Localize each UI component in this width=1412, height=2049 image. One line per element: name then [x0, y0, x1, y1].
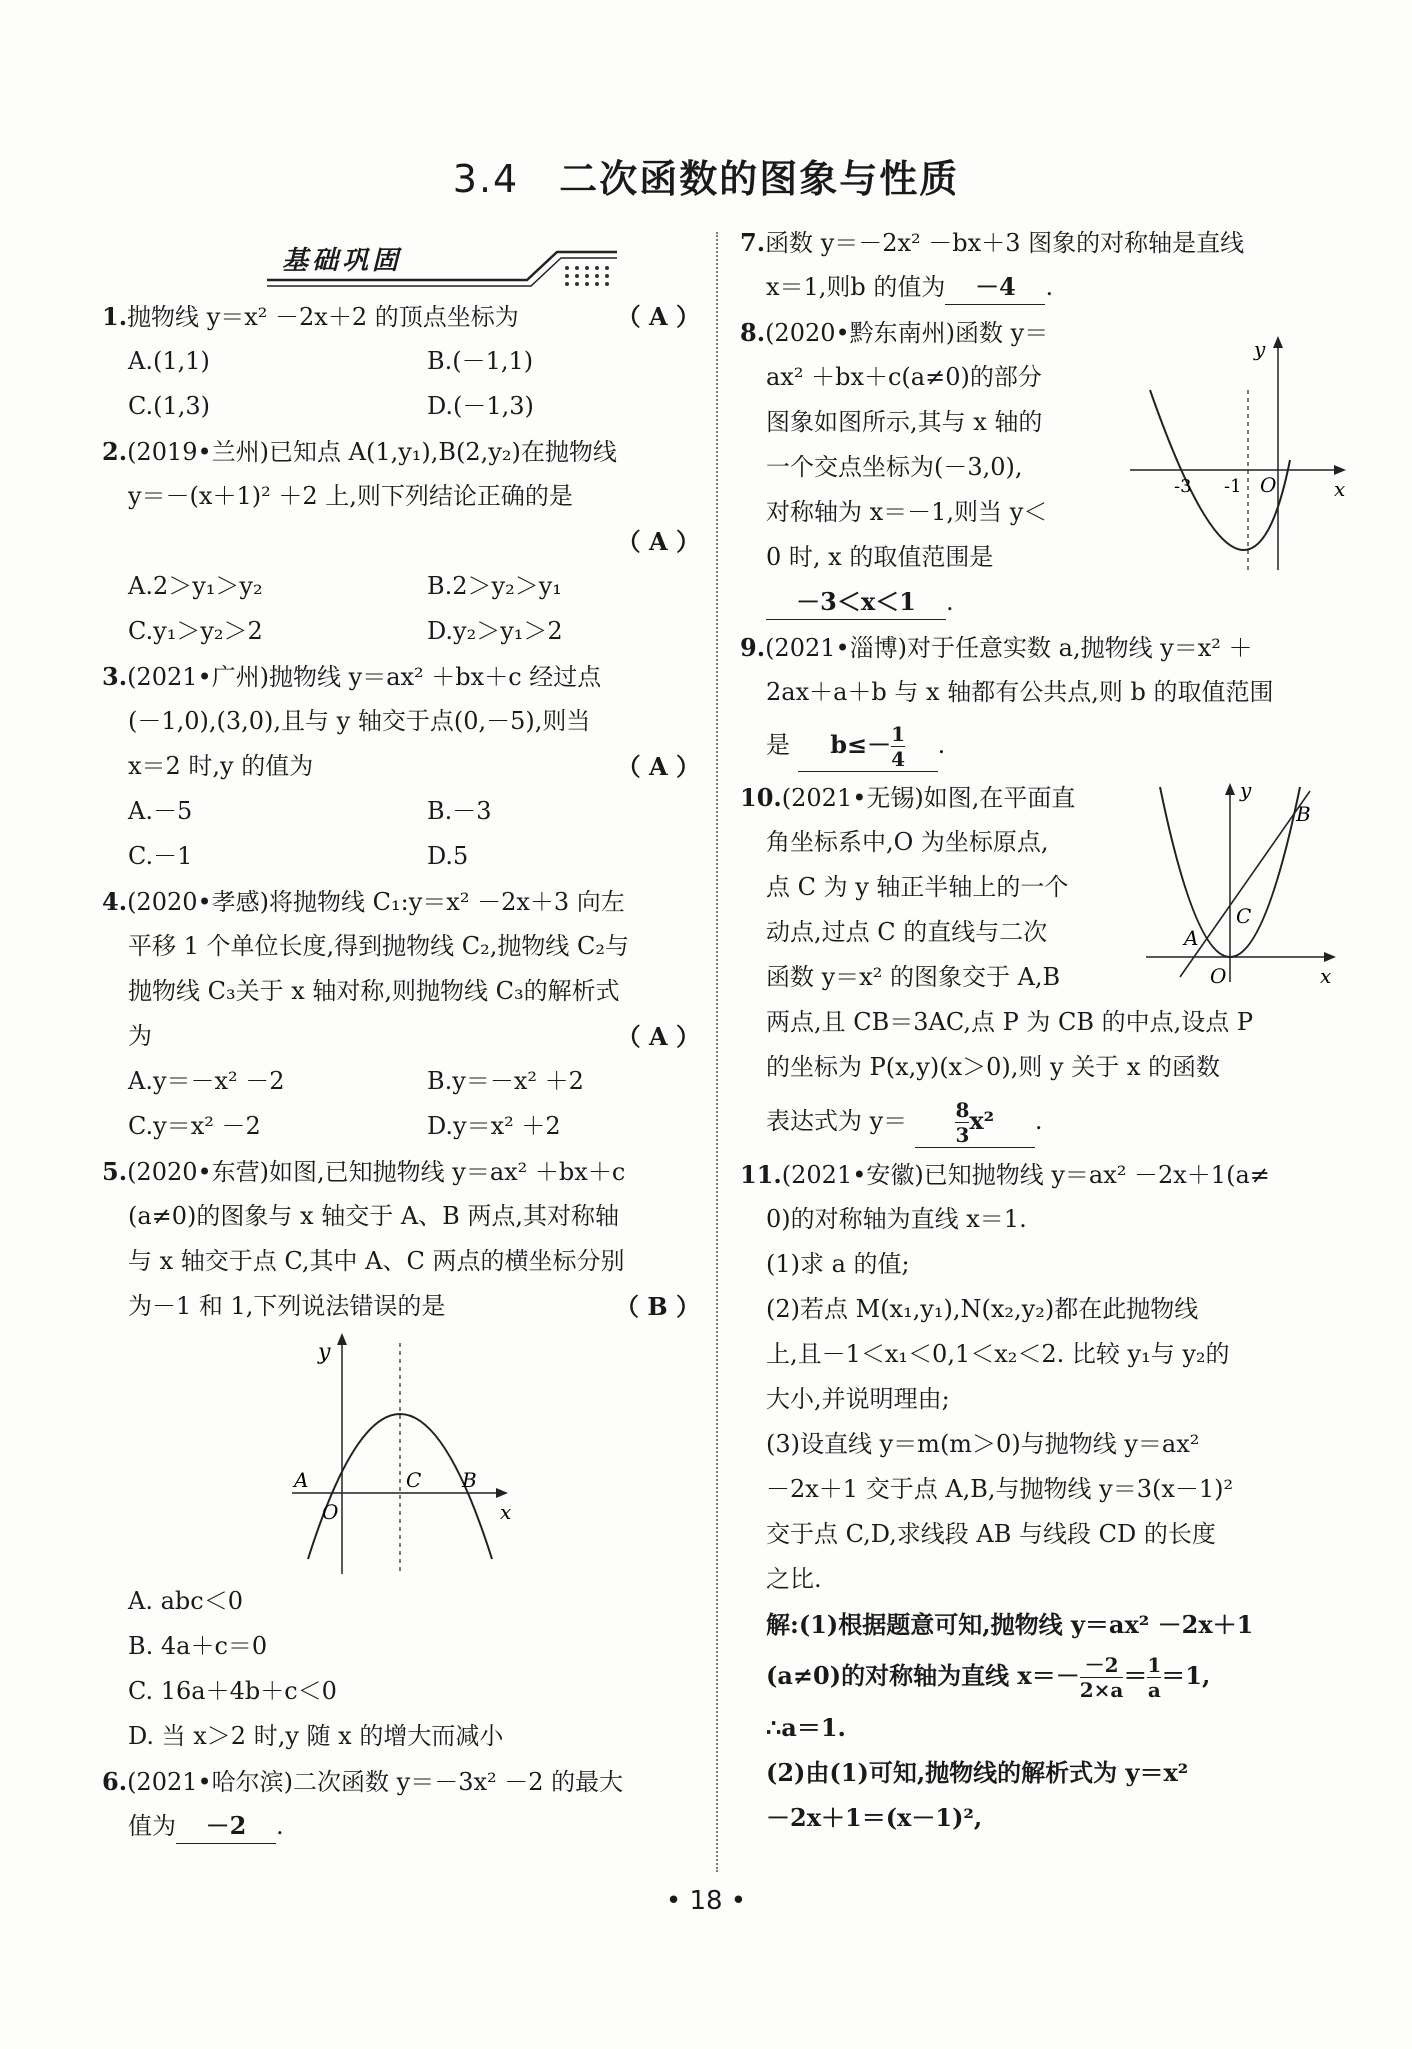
q11-solution-line2c: ＝1,	[1161, 1661, 1211, 1690]
q9-line2: 2ax＋a＋b 与 x 轴都有公共点,则 b 的取值范围	[766, 678, 1274, 706]
q10-line4: 动点,过点 C 的直线与二次	[766, 918, 1048, 946]
question-10	[740, 775, 1340, 1152]
q10-label-o: O	[1210, 964, 1227, 988]
q4-line4: 为	[128, 1022, 152, 1050]
q9-frac-num: 1	[891, 722, 906, 746]
q8-x-arrow	[1334, 465, 1346, 475]
q9-number: 9.	[740, 633, 766, 662]
q5-number: 5.	[102, 1157, 128, 1186]
q11-part3-line2: －2x＋1 交于点 A,B,与抛物线 y＝3(x－1)²	[766, 1475, 1234, 1503]
q8-label-o: O	[1260, 473, 1277, 497]
q10-y-arrow	[1225, 783, 1235, 795]
q1-number: 1.	[102, 302, 128, 331]
q2-option-c: C.y₁＞y₂＞2	[128, 617, 263, 645]
column-divider	[716, 232, 718, 1872]
q11-solution-line3: ∴a＝1.	[766, 1713, 846, 1742]
q10-line2: 角坐标系中,O 为坐标原点,	[766, 828, 1049, 856]
q9-pre: 是	[766, 731, 790, 759]
q11-part2-line2: 上,且－1＜x₁＜0,1＜x₂＜2. 比较 y₁与 y₂的	[766, 1340, 1230, 1368]
q3-line3: x＝2 时,y 的值为	[128, 752, 314, 780]
q8-line6: 0 时, x 的取值范围是	[766, 543, 994, 571]
q2-answer: （ A ）	[616, 527, 700, 556]
q10-label-c: C	[1236, 904, 1252, 928]
q4-line2: 平移 1 个单位长度,得到抛物线 C₂,抛物线 C₂与	[128, 932, 630, 960]
q8-line2: ax² ＋bx＋c(a≠0)的部分	[766, 363, 1042, 391]
question-7	[740, 220, 1340, 310]
q3-option-c: C.－1	[128, 842, 193, 870]
q5-figure-area	[102, 1329, 700, 1579]
q11-part1: (1)求 a 的值;	[766, 1250, 910, 1278]
q10-label-b: B	[1296, 802, 1311, 826]
question-5	[102, 1149, 700, 1759]
q6-pre: 值为	[128, 1812, 176, 1840]
q5-option-b: B. 4a＋c＝0	[128, 1632, 268, 1660]
q2-option-b: B.2＞y₂＞y₁	[427, 572, 562, 600]
q3-line2: (－1,0),(3,0),且与 y 轴交于点(0,－5),则当	[128, 707, 591, 735]
q11-solution-line5: －2x＋1＝(x－1)²,	[766, 1803, 983, 1832]
q4-line3: 抛物线 C₃关于 x 轴对称,则抛物线 C₃的解析式	[128, 977, 620, 1005]
q11-frac2-num: 1	[1147, 1653, 1162, 1677]
q3-option-b: B.－3	[427, 797, 492, 825]
q4-number: 4.	[102, 887, 128, 916]
q2-option-a: A.2＞y₁＞y₂	[128, 572, 263, 600]
q5-line2: (a≠0)的图象与 x 轴交于 A、B 两点,其对称轴	[128, 1202, 620, 1230]
right-column	[740, 220, 1346, 1840]
left-column	[102, 236, 700, 1849]
q4-answer: （ A ）	[616, 1022, 700, 1051]
q3-option-d: D.5	[427, 842, 469, 870]
q2-line2: y＝－(x＋1)² ＋2 上,则下列结论正确的是	[128, 482, 573, 510]
q4-option-b: B.y＝－x² ＋2	[427, 1067, 584, 1095]
q4-option-d: D.y＝x² ＋2	[427, 1112, 561, 1140]
question-11	[740, 1152, 1340, 1840]
q10-line6: 两点,且 CB＝3AC,点 P 为 CB 的中点,设点 P	[766, 1008, 1254, 1036]
q11-solution-eq: ＝	[1123, 1661, 1148, 1690]
q10-post: .	[1034, 1107, 1043, 1135]
q5-line3: 与 x 轴交于点 C,其中 A、C 两点的横坐标分别	[128, 1247, 625, 1275]
q7-pre: x＝1,则b 的值为	[766, 273, 946, 301]
q8-number: 8.	[740, 318, 766, 347]
question-3	[102, 654, 700, 879]
q9-frac-den: 4	[891, 747, 906, 771]
q1-answer: （ A ）	[616, 302, 700, 331]
q8-label-minus3: -3	[1174, 476, 1192, 497]
q5-line4: 为－1 和 1,下列说法错误的是	[128, 1292, 446, 1320]
q10-number: 10.	[740, 783, 782, 812]
q5-answer: （ B ）	[615, 1292, 700, 1321]
q5-label-y: y	[318, 1340, 331, 1365]
q3-answer: （ A ）	[616, 752, 700, 781]
q9-line1: (2021•淄博)对于任意实数 a,抛物线 y＝x² ＋	[765, 634, 1253, 662]
q9-answer-blank	[798, 722, 938, 772]
q1-option-c: C.(1,3)	[128, 392, 211, 420]
q8-line4: 一个交点坐标为(－3,0),	[766, 453, 1023, 481]
q10-label-x: x	[1320, 964, 1332, 988]
q10-label-a: A	[1184, 926, 1199, 950]
q5-line1: (2020•东营)如图,已知抛物线 y＝ax² ＋bx＋c	[127, 1158, 626, 1186]
q2-number: 2.	[102, 437, 128, 466]
q5-option-d: D. 当 x＞2 时,y 随 x 的增大而减小	[128, 1722, 504, 1750]
q5-label-a: A	[294, 1468, 309, 1492]
q10-answer-rhs: x²	[969, 1106, 995, 1135]
q11-solution-line2a: (a≠0)的对称轴为直线 x＝－	[766, 1661, 1080, 1690]
q11-part2-line1: (2)若点 M(x₁,y₁),N(x₂,y₂)都在此抛物线	[766, 1295, 1199, 1323]
q11-line1: (2021•安徽)已知抛物线 y＝ax² －2x＋1(a≠	[781, 1161, 1270, 1189]
question-8	[740, 310, 1346, 625]
q7-post: .	[1045, 273, 1054, 301]
q8-label-minus1: -1	[1224, 476, 1242, 497]
q11-part3-line4: 之比.	[766, 1565, 822, 1593]
q10-label-y: y	[1240, 778, 1252, 802]
q8-answer-blank: －3＜x＜1	[766, 585, 946, 620]
q1-option-d: D.(－1,3)	[427, 392, 534, 420]
q11-part3-line3: 交于点 C,D,求线段 AB 与线段 CD 的长度	[766, 1520, 1216, 1548]
q10-answer-blank	[915, 1098, 1035, 1148]
q2-line1: (2019•兰州)已知点 A(1,y₁),B(2,y₂)在抛物线	[127, 438, 617, 466]
q1-option-a: A.(1,1)	[128, 347, 210, 375]
q10-parabola-figure	[1140, 777, 1340, 997]
section-number: 3.4	[452, 157, 520, 201]
q11-number: 11.	[740, 1160, 782, 1189]
q8-line5: 对称轴为 x＝－1,则当 y＜	[766, 498, 1048, 526]
q7-line1: 函数 y＝－2x² －bx＋3 图象的对称轴是直线	[765, 229, 1245, 257]
q5-parabola-figure	[282, 1329, 542, 1579]
q5-option-a: A. abc＜0	[128, 1587, 243, 1615]
q4-option-c: C.y＝x² －2	[128, 1112, 261, 1140]
q5-label-x: x	[500, 1500, 512, 1524]
q3-line1: (2021•广州)抛物线 y＝ax² ＋bx＋c 经过点	[127, 663, 602, 691]
q9-post: .	[937, 731, 946, 759]
q8-parabola-figure	[1120, 330, 1360, 580]
q8-y-arrow	[1273, 336, 1283, 348]
q10-x-arrow	[1324, 952, 1336, 962]
q8-line3: 图象如图所示,其与 x 轴的	[766, 408, 1043, 436]
q3-option-a: A.－5	[128, 797, 193, 825]
question-4	[102, 879, 700, 1149]
q10-line5: 函数 y＝x² 的图象交于 A,B	[766, 963, 1061, 991]
q11-frac2-den: a	[1147, 1678, 1161, 1702]
q11-part2-line3: 大小,并说明理由;	[766, 1385, 950, 1413]
q8-line1: (2020•黔东南州)函数 y＝	[765, 319, 1049, 347]
q10-frac-den: 3	[955, 1123, 970, 1147]
q5-y-arrow	[337, 1333, 347, 1345]
q5-x-arrow	[496, 1488, 508, 1498]
q4-option-a: A.y＝－x² －2	[128, 1067, 285, 1095]
q8-post: .	[946, 588, 954, 616]
q10-line7: 的坐标为 P(x,y)(x＞0),则 y 关于 x 的函数	[766, 1053, 1220, 1081]
page-title	[0, 148, 1412, 203]
q8-label-x: x	[1334, 477, 1346, 501]
q11-line2: 0)的对称轴为直线 x＝1.	[766, 1205, 1027, 1233]
q3-number: 3.	[102, 662, 128, 691]
q10-line3: 点 C 为 y 轴正半轴上的一个	[766, 873, 1069, 901]
q10-frac-num: 8	[955, 1098, 970, 1122]
q2-option-d: D.y₂＞y₁＞2	[427, 617, 563, 645]
q6-answer-blank: －2	[176, 1809, 276, 1844]
q4-line1: (2020•孝感)将抛物线 C₁:y＝x² －2x＋3 向左	[127, 888, 625, 916]
q6-post: .	[276, 1812, 284, 1840]
q5-label-o: O	[322, 1500, 339, 1524]
q10-line1: (2021•无锡)如图,在平面直	[781, 784, 1076, 812]
section-title: 二次函数的图象与性质	[559, 157, 960, 201]
q11-solution-line4: (2)由(1)可知,抛物线的解析式为 y＝x²	[766, 1758, 1189, 1787]
section-header-text: 基础巩固	[282, 246, 403, 276]
q6-line1: (2021•哈尔滨)二次函数 y＝－3x² －2 的最大	[127, 1768, 624, 1796]
q1-stem: 抛物线 y＝x² －2x＋2 的顶点坐标为	[127, 303, 519, 331]
q7-answer-blank: －4	[945, 270, 1045, 305]
q5-label-c: C	[406, 1468, 422, 1492]
question-6	[102, 1759, 700, 1849]
section-header	[102, 236, 700, 294]
question-1	[102, 294, 700, 429]
q8-label-y: y	[1254, 337, 1266, 361]
question-9	[740, 625, 1340, 775]
q11-part3-line1: (3)设直线 y＝m(m＞0)与抛物线 y＝ax²	[766, 1430, 1200, 1458]
q1-option-b: B.(－1,1)	[427, 347, 534, 375]
q9-answer-lhs: b≤－	[830, 730, 892, 759]
page-number: • 18 •	[665, 1886, 747, 1916]
question-2	[102, 429, 700, 654]
q6-number: 6.	[102, 1767, 128, 1796]
q10-pre: 表达式为 y＝	[766, 1107, 908, 1135]
q11-solution-line1: 解:(1)根据题意可知,抛物线 y＝ax² －2x＋1	[766, 1610, 1254, 1639]
q5-option-c: C. 16a＋4b＋c＜0	[128, 1677, 337, 1705]
q7-number: 7.	[740, 228, 766, 257]
q11-frac1-den: 2×a	[1079, 1678, 1124, 1702]
q5-label-b: B	[462, 1468, 477, 1492]
q11-frac1-num: －2	[1080, 1653, 1124, 1678]
